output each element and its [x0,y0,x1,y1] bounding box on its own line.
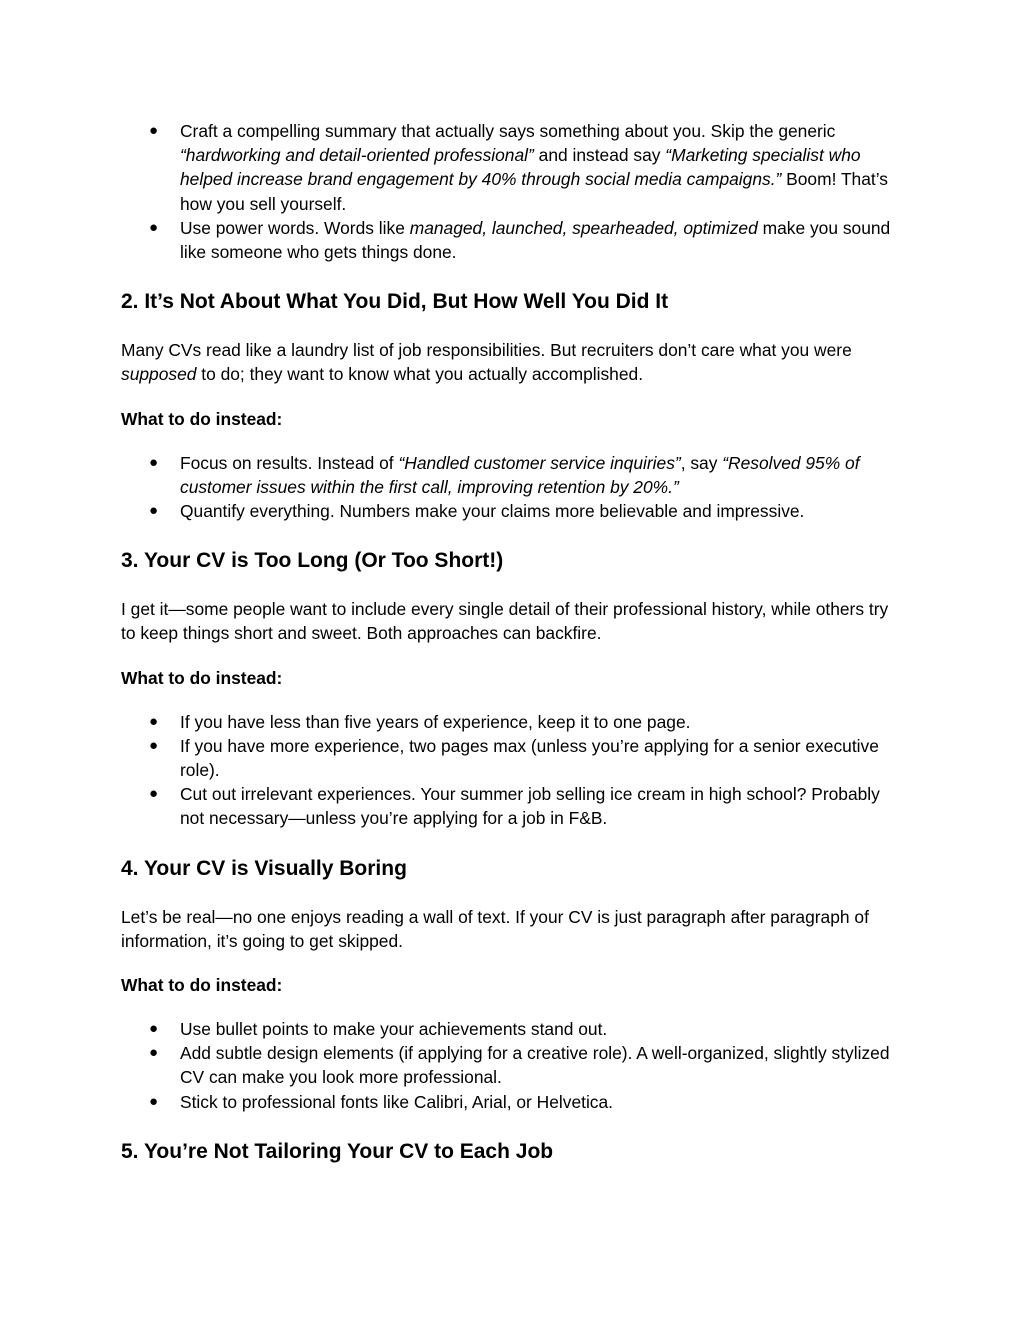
bullet-text: Craft a compelling summary that actually says something about you. Skip the generic [180,121,836,141]
paragraph-text: to do; they want to know what you actually accomplished. [196,364,644,385]
bullet-italic-text: “Handled customer service inquiries” [398,452,681,473]
list-item [121,710,906,734]
bullet-text: , say [680,452,723,473]
paragraph-italic-text: supposed [121,364,197,385]
document-page [121,119,906,1166]
bullet-icon: ● [149,712,159,730]
section-2-label: What to do instead: [121,408,283,429]
section-3-label: What to do instead: [121,667,283,688]
section-4-label: What to do instead: [121,975,283,996]
bullet-text: Boom! That’s how you sell yourself. [180,169,888,214]
list-item [121,451,906,499]
section-3-bullet-list [121,710,906,831]
section-5-heading: 5. You’re Not Tailoring Your CV to Each Job [121,1139,554,1163]
section-3-paragraph: I get it—some people want to include every single detail of their professional history, while others try to keep things short and sweet. Both approaches can backfire. [121,599,889,644]
section-2-heading: 2. It’s Not About What You Did, But How Well You Did It [121,290,669,314]
bullet-icon: ● [149,502,159,520]
bullet-italic-text: “Resolved 95% of customer issues within the first call, improving retention by 20%.” [180,452,860,497]
bullet-italic-text: “hardworking and detail-oriented professional” [180,145,534,166]
bullet-text: Use bullet points to make your achievements stand out. [180,1019,608,1040]
list-item [121,1041,906,1089]
bullet-icon: ● [149,1092,159,1110]
section-3-heading: 3. Your CV is Too Long (Or Too Short!) [121,549,504,573]
bullet-icon: ● [149,218,159,236]
bullet-text: Quantify everything. Numbers make your claims more believable and impressive. [180,501,805,522]
section-4-paragraph: Let’s be real—no one enjoys reading a wall of text. If your CV is just paragraph after paragraph of information, it’s going to get skipped. [121,906,869,951]
bullet-icon: ● [149,453,159,471]
bullet-text: Add subtle design elements (if applying for a creative role). A well-organized, slightly stylized CV can make you look more professional. [180,1043,890,1088]
bullet-icon: ● [149,785,159,803]
bullet-text: Focus on results. Instead of [180,452,399,473]
bullet-icon: ● [149,1044,159,1062]
list-item [121,782,906,830]
list-item [121,499,906,523]
section-4-bullet-list [121,1017,906,1114]
bullet-text: Stick to professional fonts like Calibri, Arial, or Helvetica. [180,1091,614,1112]
bullet-text: and instead say [533,145,666,166]
paragraph-text: Many CVs read like a laundry list of job responsibilities. But recruiters don’t care what you were [121,340,852,361]
section-2-paragraph [121,338,906,386]
bullet-italic-text: managed, launched, spearheaded, optimized [409,217,758,238]
list-item [121,216,906,264]
bullet-icon: ● [149,736,159,754]
list-item [121,1017,906,1041]
bullet-italic-text: “Marketing specialist who helped increase brand engagement by 40% through social media campaigns.” [180,145,861,190]
section-4-heading: 4. Your CV is Visually Boring [121,856,407,880]
bullet-text: Cut out irrelevant experiences. Your summer job selling ice cream in high school? Probably not necessary—unless you’re applying for a job in F&B. [180,784,880,829]
bullet-text: make you sound like someone who gets things done. [180,217,891,263]
bullet-icon: ● [149,122,159,139]
bullet-text: If you have more experience, two pages max (unless you’re applying for a senior executive role). [180,735,879,781]
list-item [121,1090,906,1114]
list-item [121,734,906,782]
bullet-text: Use power words. Words like [180,217,410,238]
section-2-bullet-list [121,451,906,524]
list-item [121,119,906,216]
bullet-icon: ● [149,1020,159,1038]
bullet-text: If you have less than five years of experience, keep it to one page. [180,711,691,732]
intro-bullet-list [121,119,906,264]
